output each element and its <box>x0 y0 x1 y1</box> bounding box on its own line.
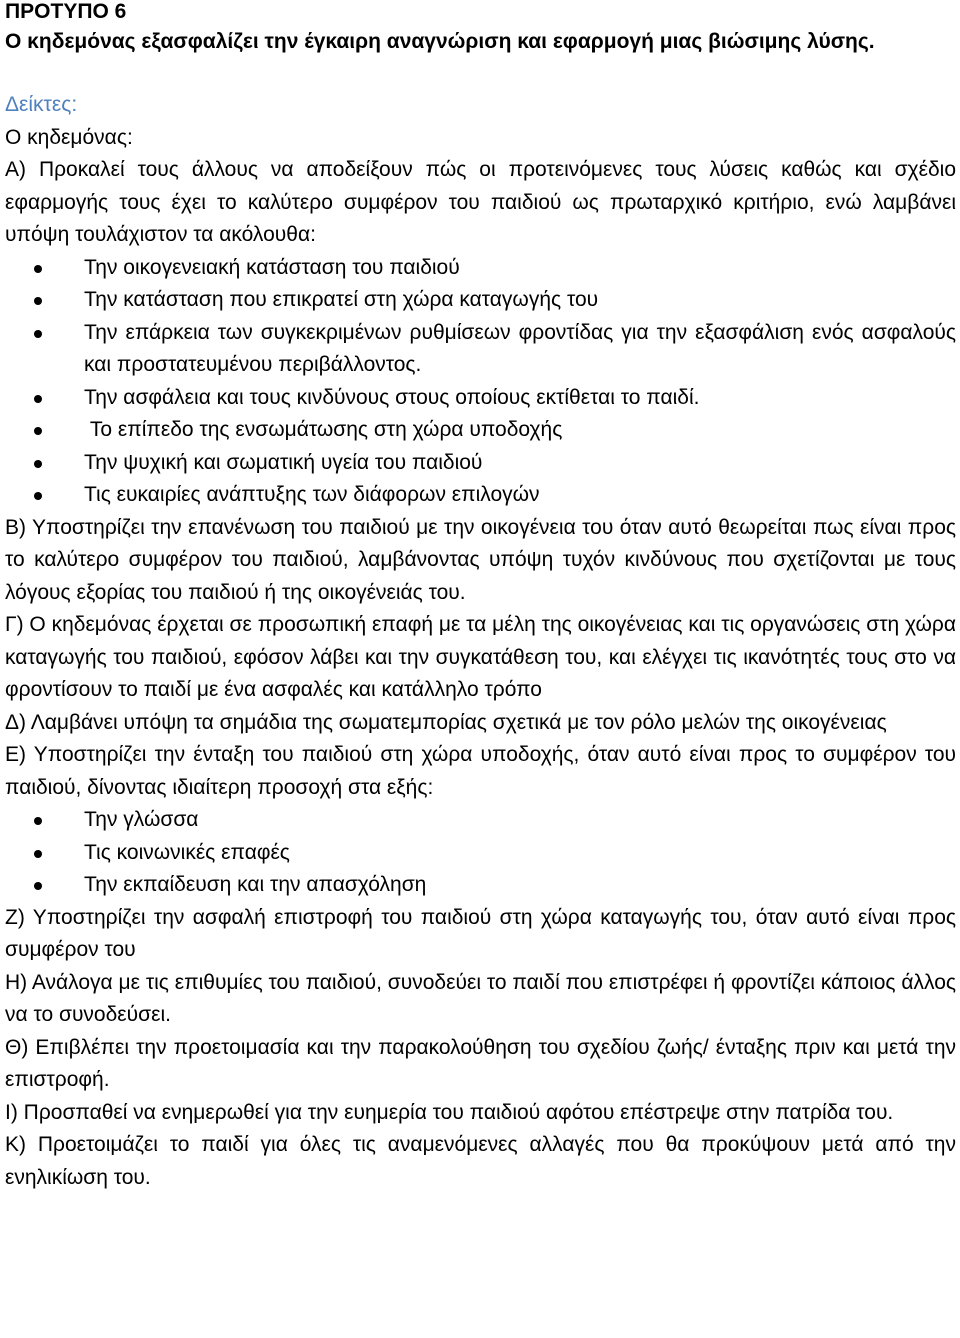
list-item: Το επίπεδο της ενσωμάτωσης στη χώρα υποδοχής <box>5 414 956 447</box>
item-h: Η) Ανάλογα με τις επιθυμίες του παιδιού, συνοδεύει το παιδί που επιστρέφει ή φροντίζει κάποιος άλλος να το συνοδεύσει. <box>5 970 956 1026</box>
item-c: Γ) Ο κηδεμόνας έρχεται σε προσωπική επαφή με τα μέλη της οικογένειας και τις οργανώσεις στη χώρα καταγωγής του παιδιού, εφόσον λάβει και την συγκατάθεση του, και ελέγχει τις ικανότητές τους στο να φροντίσουν το παιδί με ένα ασφαλές και κατάλληλο τρόπο <box>5 613 956 701</box>
bullet-icon <box>34 882 42 890</box>
bullet-icon <box>34 297 42 305</box>
list-item: Την ασφάλεια και τους κινδύνους στους οποίους εκτίθεται το παιδί. <box>5 382 956 415</box>
item-k: Κ) Προετοιμάζει το παιδί για όλες τις αναμενόμενες αλλαγές που θα προκύψουν μετά από την ενηλικίωση του. <box>5 1133 956 1189</box>
list-item: Την γλώσσα <box>5 804 956 837</box>
item-b: Β) Υποστηρίζει την επανένωση του παιδιού με την οικογένεια του όταν αυτό θεωρείται πως είναι προς το καλύτερο συμφέρον του παιδιού, λαμβάνοντας υπόψη τυχόν κινδύνους που σχετίζονται με τους λόγους εξορίας του παιδιού ή της οικογένειάς του. <box>5 515 956 604</box>
list-item: Την επάρκεια των συγκεκριμένων ρυθμίσεων φροντίδας για την εξασφάλιση ενός ασφαλούς και προστατευμένου περιβάλλοντος. <box>5 317 956 382</box>
bullet-icon <box>34 492 42 500</box>
bullet-icon <box>34 817 42 825</box>
spacer <box>5 57 956 89</box>
item-e-bullet-list <box>5 804 956 902</box>
guardian-label: Ο κηδεμόνας: <box>5 125 133 149</box>
item-i: Ι) Προσπαθεί να ενημερωθεί για την ευημερία του παιδιού αφότου επέστρεψε στην πατρίδα του. <box>5 1100 894 1124</box>
bullet-icon <box>34 330 42 338</box>
item-a: Α) Προκαλεί τους άλλους να αποδείξουν πώς οι προτεινόμενες τους λύσεις καθώς και σχέδιο εφαρμογής τους έχει το καλύτερο συμφέρον του παιδιού ως πρωταρχικό κριτήριο, ενώ λαμβάνει υπόψη τουλάχιστον τα ακόλουθα: <box>5 158 956 246</box>
list-item: Την κατάσταση που επικρατεί στη χώρα καταγωγής του <box>5 284 956 317</box>
bullet-icon <box>34 427 42 435</box>
bullet-icon <box>34 265 42 273</box>
list-item: Τις κοινωνικές επαφές <box>5 837 956 870</box>
item-a-bullet-list <box>5 252 956 512</box>
list-item: Την οικογενειακή κατάσταση του παιδιού <box>5 252 956 285</box>
standard-subtitle: Ο κηδεμόνας εξασφαλίζει την έγκαιρη αναγνώριση και εφαρμογή μιας βιώσιμης λύσης. <box>5 30 875 53</box>
list-item: Τις ευκαιρίες ανάπτυξης των διάφορων επιλογών <box>5 479 956 512</box>
bullet-icon <box>34 850 42 858</box>
list-item: Την εκπαίδευση και την απασχόληση <box>5 869 956 902</box>
bullet-icon <box>34 460 42 468</box>
item-e: Ε) Υποστηρίζει την ένταξη του παιδιού στη χώρα υποδοχής, όταν αυτό είναι προς το συμφέρον του παιδιού, δίνοντας ιδιαίτερη προσοχή στα εξής: <box>5 743 956 799</box>
item-th: Θ) Επιβλέπει την προετοιμασία και την παρακολούθηση του σχεδίου ζωής/ ένταξης πριν και μετά την επιστροφή. <box>5 1035 956 1091</box>
standard-title: ΠΡΟΤΥΠΟ 6 <box>5 0 127 23</box>
item-z: Ζ) Υποστηρίζει την ασφαλή επιστροφή του παιδιού στη χώρα καταγωγής του, όταν αυτό είναι προς συμφέρον του <box>5 905 956 961</box>
bullet-icon <box>34 395 42 403</box>
list-item: Την ψυχική και σωματική υγεία του παιδιού <box>5 447 956 480</box>
item-d: Δ) Λαμβάνει υπόψη τα σημάδια της σωματεμπορίας σχετικά με τον ρόλο μελών της οικογένειας <box>5 710 887 734</box>
indicators-label: Δείκτες: <box>5 93 78 116</box>
